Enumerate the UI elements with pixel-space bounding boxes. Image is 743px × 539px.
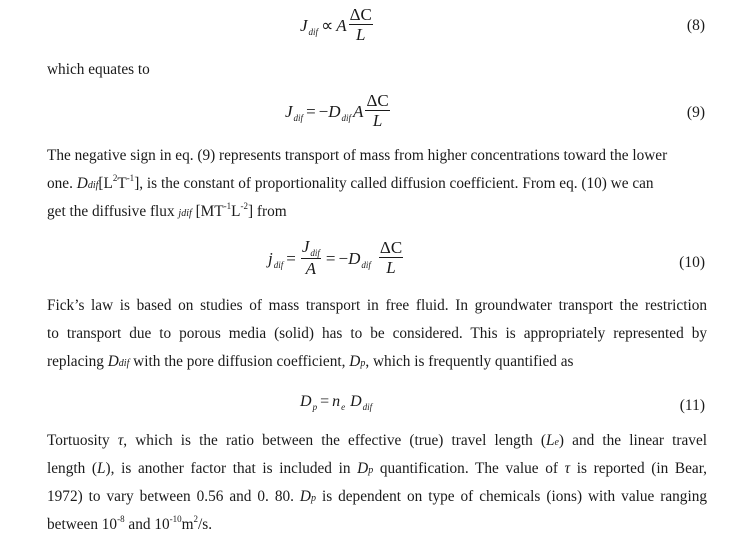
paragraph-tortuosity: Tortuosity τ, which is the ratio between the effective (true) travel length (Le) and the linear travel length (L), is another factor that is included in Dp quantification. The value of τ is reported (in Bear, 1972) to vary between 0.56 and 0. 80. Dp is dependent on type of chemicals (ions) with value ranging between $10^{-8}$ and $10^{-10}m^2/s$. bbox=[47, 432, 707, 533]
equation-number-11: (11) bbox=[679, 397, 705, 414]
eq8-fraction: $\frac{\Delta C}{L}$ bbox=[349, 5, 372, 44]
tau-symbol: τ bbox=[117, 432, 124, 449]
equation-number-10: (10) bbox=[679, 254, 705, 271]
equation-11: D p = n e D dif bbox=[300, 393, 373, 412]
equation-9: J dif = − D dif A $\frac{\Delta C}{L}$ bbox=[285, 91, 389, 130]
paragraph-ficks-law: Fick’s law is based on studies of mass transport in free fluid. In groundwater transport the restriction to transport due to porous media (solid) has to be considered. This is appropriately represented by replacing Ddif with the pore diffusion coefficient, Dp, which is frequently quantified as bbox=[47, 297, 707, 370]
eq10-fraction-mid: $\frac{J_{dif}}{A}$ bbox=[301, 237, 320, 278]
paragraph-negative-sign: The negative sign in eq. (9) represents transport of mass from higher concentrations toward the lower one. $Ddif[L^2T^{-1}]$, is the constant of proportionality called diffusion coefficient. From eq. (10) we can get the diffusive flux jdif $[MT^{-1}L^{-2}]$ from bbox=[47, 147, 668, 220]
eq10-fraction-right: $\frac{\Delta C}{L}$ bbox=[379, 238, 403, 277]
equation-number-8: (8) bbox=[686, 17, 705, 34]
eq9-fraction: $\frac{\Delta C}{L}$ bbox=[366, 91, 389, 130]
paragraph-which-equates: which equates to bbox=[47, 61, 150, 78]
proportional-symbol: ∝ bbox=[321, 15, 334, 35]
equation-8: J dif ∝ A $\frac{\Delta C}{L}$ bbox=[300, 5, 372, 44]
eq8-lhs: J bbox=[300, 15, 308, 35]
equation-10: j dif = $\frac{J_{dif}}{A}$ = − D dif $\frac{\Delta C}{L}$ bbox=[268, 237, 403, 278]
equation-number-9: (9) bbox=[686, 104, 705, 121]
